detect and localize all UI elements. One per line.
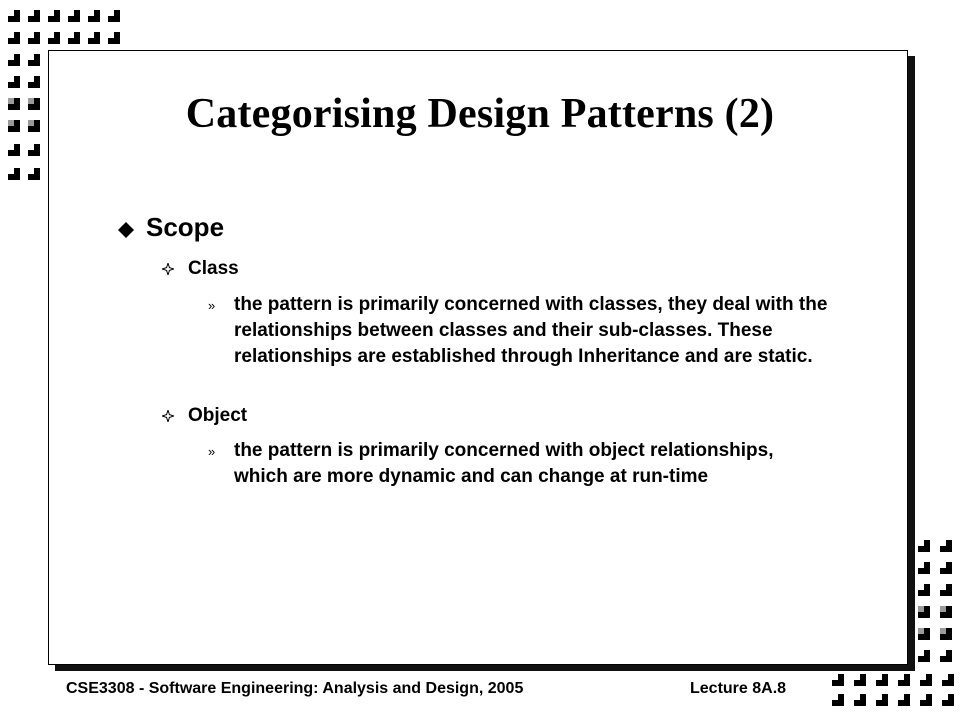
decorative-square <box>48 32 60 44</box>
decorative-square <box>28 168 40 180</box>
decorative-square <box>918 628 930 640</box>
sub-bullet-marker: » <box>208 444 216 459</box>
decorative-square <box>942 674 954 686</box>
object-description: the pattern is primarily concerned with object relationships, which are more dynamic and can change at run-time <box>234 440 774 487</box>
decorative-square <box>920 694 932 706</box>
sub-bullet-marker: » <box>208 298 216 313</box>
decorative-square <box>920 674 932 686</box>
decorative-square <box>854 674 866 686</box>
decorative-square <box>108 32 120 44</box>
decorative-square <box>28 54 40 66</box>
decorative-square <box>832 694 844 706</box>
decorative-square <box>942 694 954 706</box>
decorative-square <box>48 10 60 22</box>
decorative-square <box>918 650 930 662</box>
decorative-square <box>876 674 888 686</box>
decorative-square <box>940 650 952 662</box>
decorative-square <box>8 32 20 44</box>
decorative-square <box>108 10 120 22</box>
decorative-square <box>940 584 952 596</box>
decorative-square <box>28 144 40 156</box>
decorative-square <box>8 168 20 180</box>
decorative-square <box>832 674 844 686</box>
decorative-square <box>876 694 888 706</box>
decorative-square <box>898 694 910 706</box>
class-description: the pattern is primarily concerned with classes, they deal with the relationships between classes and their sub-classes. These relationships are established through Inheritance and are static. <box>234 294 828 367</box>
decorative-square <box>918 584 930 596</box>
decorative-square <box>940 628 952 640</box>
decorative-square <box>68 32 80 44</box>
decorative-square <box>940 540 952 552</box>
decorative-square <box>854 694 866 706</box>
decorative-square <box>8 144 20 156</box>
four-point-star-bullet-icon <box>162 263 174 275</box>
decorative-square <box>918 540 930 552</box>
decorative-square <box>28 10 40 22</box>
four-point-star-bullet-icon <box>162 410 174 422</box>
decorative-square <box>88 32 100 44</box>
decorative-square <box>8 76 20 88</box>
decorative-square <box>940 606 952 618</box>
class-label: Class <box>188 258 239 279</box>
decorative-square <box>940 562 952 574</box>
decorative-square <box>88 10 100 22</box>
decorative-square <box>918 562 930 574</box>
decorative-square <box>918 606 930 618</box>
decorative-square <box>8 10 20 22</box>
decorative-square <box>28 32 40 44</box>
footer-course: CSE3308 - Software Engineering: Analysis and Design, 2005 <box>66 680 524 697</box>
decorative-square <box>68 10 80 22</box>
diamond-bullet-icon <box>118 222 134 238</box>
scope-heading: Scope <box>146 212 225 242</box>
decorative-square <box>28 76 40 88</box>
footer-lecture: Lecture 8A.8 <box>690 680 787 697</box>
decorative-square <box>898 674 910 686</box>
decorative-square <box>8 54 20 66</box>
object-label: Object <box>188 405 248 426</box>
slide-title: Categorising Design Patterns (2) <box>185 91 775 137</box>
